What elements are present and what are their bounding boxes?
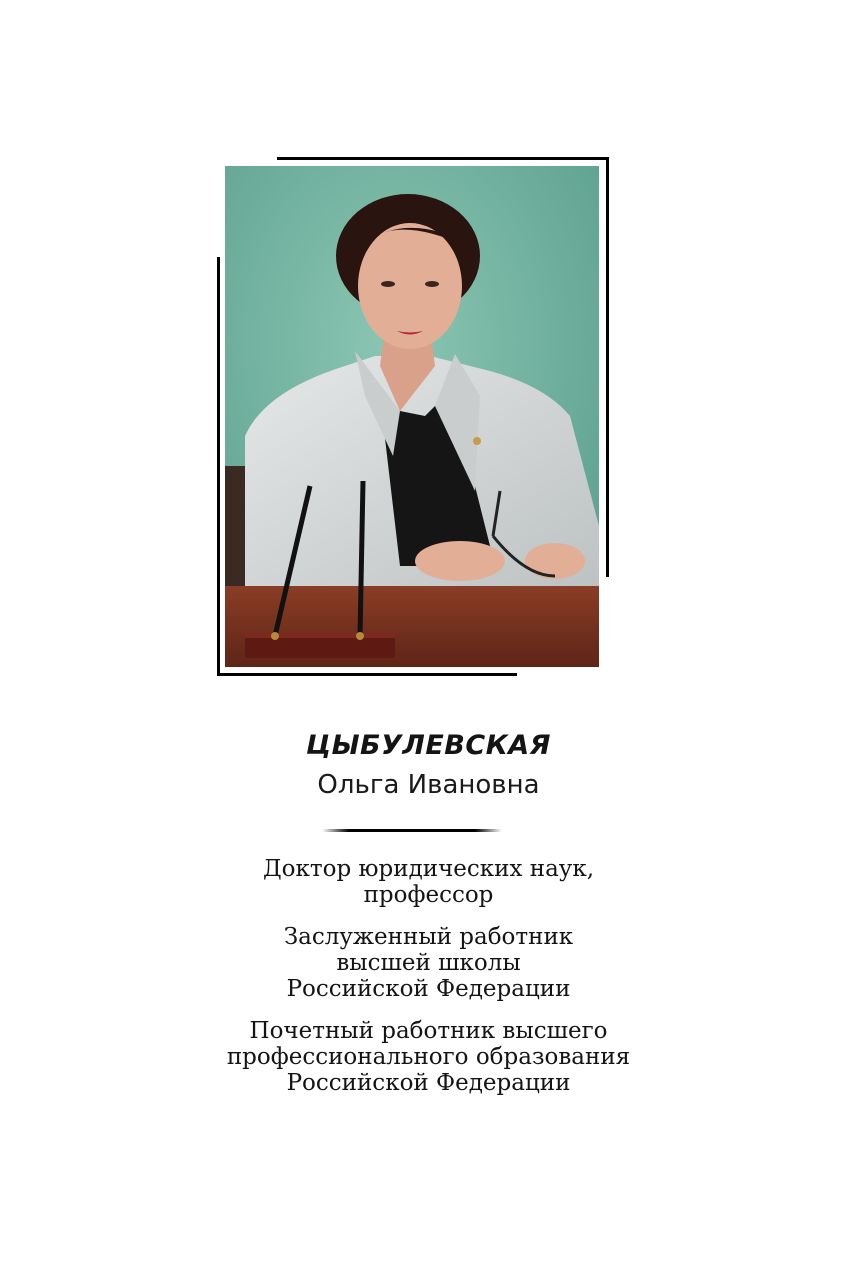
title-line: Заслуженный работник bbox=[283, 924, 574, 950]
given-names: Ольга Ивановна bbox=[317, 770, 540, 800]
title-academic-degree bbox=[0, 856, 857, 908]
title-line: Российской Федерации bbox=[286, 1070, 571, 1096]
title-line: Доктор юридических наук, bbox=[262, 856, 595, 882]
title-line: высшей школы bbox=[336, 950, 521, 976]
portrait-photo bbox=[225, 166, 599, 667]
surname: ЦЫБУЛЕВСКАЯ bbox=[306, 730, 551, 761]
title-honorary-worker bbox=[0, 1018, 857, 1096]
ornamental-divider bbox=[322, 829, 502, 833]
title-line: профессионального образования bbox=[226, 1044, 631, 1070]
title-honored-worker bbox=[0, 924, 857, 1002]
title-line: Почетный работник высшего bbox=[249, 1018, 608, 1044]
title-line: профессор bbox=[363, 882, 494, 908]
title-line: Российской Федерации bbox=[286, 976, 571, 1002]
